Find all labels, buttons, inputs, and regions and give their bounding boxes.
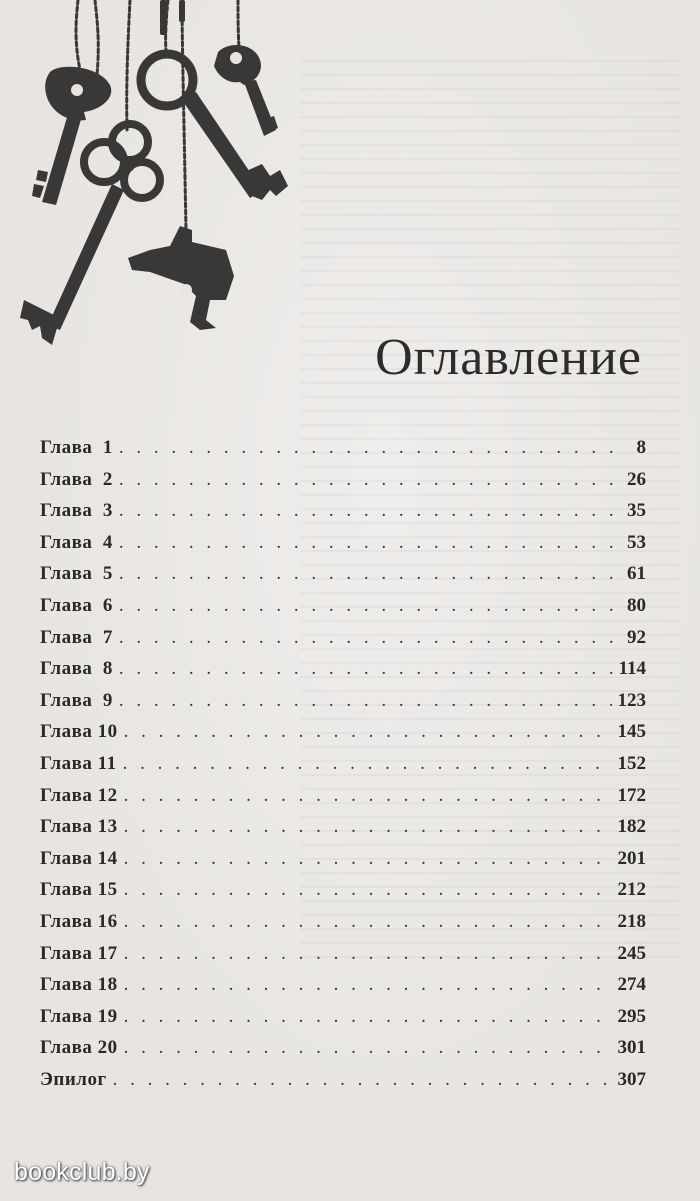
toc-dot-leader xyxy=(119,627,618,649)
toc-entry-label: Глава 17 xyxy=(40,942,118,964)
toc-entry-label: Глава 5 xyxy=(40,563,113,585)
toc-entry-label: Эпилог xyxy=(40,1068,107,1090)
toc-entry[interactable] xyxy=(40,595,646,627)
toc-entry-label: Глава 16 xyxy=(40,910,118,932)
hanging-keys-illustration xyxy=(0,0,320,370)
toc-entry-page-number: 114 xyxy=(618,658,646,680)
toc-entry-page-number: 295 xyxy=(617,1005,646,1027)
toc-entry[interactable] xyxy=(40,848,646,880)
toc-entry-page-number: 274 xyxy=(617,974,646,996)
toc-dot-leader xyxy=(124,879,612,901)
toc-entry-label: Глава 9 xyxy=(40,689,113,711)
toc-entry-page-number: 307 xyxy=(617,1068,646,1090)
toc-entry-page-number: 172 xyxy=(617,784,646,806)
toc-dot-leader xyxy=(123,753,612,775)
toc-entry[interactable] xyxy=(40,1069,646,1101)
page-title: Оглавление xyxy=(375,329,642,386)
toc-entry-label: Глава 12 xyxy=(40,784,118,806)
toc-entry-page-number: 35 xyxy=(627,500,646,522)
toc-dot-leader xyxy=(119,500,618,522)
toc-entry-page-number: 92 xyxy=(627,626,646,648)
toc-entry-label: Глава 19 xyxy=(40,1005,118,1027)
toc-entry-label: Глава 8 xyxy=(40,658,113,680)
toc-entry-label: Глава 14 xyxy=(40,847,118,869)
toc-entry-label: Глава 3 xyxy=(40,500,113,522)
toc-entry-label: Глава 13 xyxy=(40,816,118,838)
toc-entry[interactable] xyxy=(40,437,646,469)
toc-entry[interactable] xyxy=(40,532,646,564)
toc-entry[interactable] xyxy=(40,753,646,785)
toc-entry-page-number: 26 xyxy=(627,468,646,490)
toc-entry[interactable] xyxy=(40,690,646,722)
toc-entry[interactable] xyxy=(40,785,646,817)
toc-entry-label: Глава 6 xyxy=(40,594,113,616)
toc-entry-label: Глава 4 xyxy=(40,531,113,553)
toc-entry-page-number: 61 xyxy=(627,563,646,585)
toc-entry-label: Глава 11 xyxy=(40,752,117,774)
toc-entry-page-number: 182 xyxy=(617,816,646,838)
toc-entry-page-number: 123 xyxy=(617,689,646,711)
toc-dot-leader xyxy=(119,563,618,585)
toc-dot-leader xyxy=(124,943,612,965)
toc-entry-page-number: 152 xyxy=(617,752,646,774)
toc-entry-page-number: 145 xyxy=(617,721,646,743)
toc-dot-leader xyxy=(113,1069,612,1091)
toc-dot-leader xyxy=(124,848,612,870)
toc-entry[interactable] xyxy=(40,816,646,848)
toc-dot-leader xyxy=(119,532,618,554)
toc-dot-leader xyxy=(124,721,612,743)
toc-dot-leader xyxy=(124,785,612,807)
toc-entry[interactable] xyxy=(40,1006,646,1038)
toc-entry-label: Глава 7 xyxy=(40,626,113,648)
toc-entry[interactable] xyxy=(40,721,646,753)
toc-dot-leader xyxy=(124,816,612,838)
toc-entry[interactable] xyxy=(40,911,646,943)
toc-entry-label: Глава 2 xyxy=(40,468,113,490)
toc-entry[interactable] xyxy=(40,658,646,690)
toc-dot-leader xyxy=(119,437,618,459)
toc-entry-page-number: 212 xyxy=(617,879,646,901)
toc-entry[interactable] xyxy=(40,563,646,595)
toc-entry-page-number: 201 xyxy=(617,847,646,869)
table-of-contents xyxy=(40,437,646,1100)
toc-entry[interactable] xyxy=(40,500,646,532)
toc-entry-page-number: 245 xyxy=(617,942,646,964)
toc-entry[interactable] xyxy=(40,974,646,1006)
toc-dot-leader xyxy=(119,658,613,680)
watermark: bookclub.by xyxy=(14,1158,150,1186)
toc-dot-leader xyxy=(124,974,612,996)
toc-entry[interactable] xyxy=(40,943,646,975)
toc-entry-label: Глава 18 xyxy=(40,974,118,996)
toc-entry-page-number: 301 xyxy=(617,1037,646,1059)
toc-dot-leader xyxy=(124,911,612,933)
toc-dot-leader xyxy=(124,1037,612,1059)
toc-entry-label: Глава 20 xyxy=(40,1037,118,1059)
toc-dot-leader xyxy=(119,595,618,617)
toc-dot-leader xyxy=(119,469,618,491)
toc-entry-label: Глава 1 xyxy=(40,437,113,458)
toc-entry-page-number: 218 xyxy=(617,910,646,932)
toc-dot-leader xyxy=(119,690,612,712)
toc-entry[interactable] xyxy=(40,469,646,501)
toc-entry-page-number: 53 xyxy=(627,531,646,553)
toc-entry[interactable] xyxy=(40,627,646,659)
toc-entry-page-number: 80 xyxy=(627,594,646,616)
toc-dot-leader xyxy=(124,1006,612,1028)
toc-entry-label: Глава 15 xyxy=(40,879,118,901)
toc-entry-page-number: 8 xyxy=(636,437,646,458)
toc-entry[interactable] xyxy=(40,1037,646,1069)
toc-entry-label: Глава 10 xyxy=(40,721,118,743)
toc-entry[interactable] xyxy=(40,879,646,911)
